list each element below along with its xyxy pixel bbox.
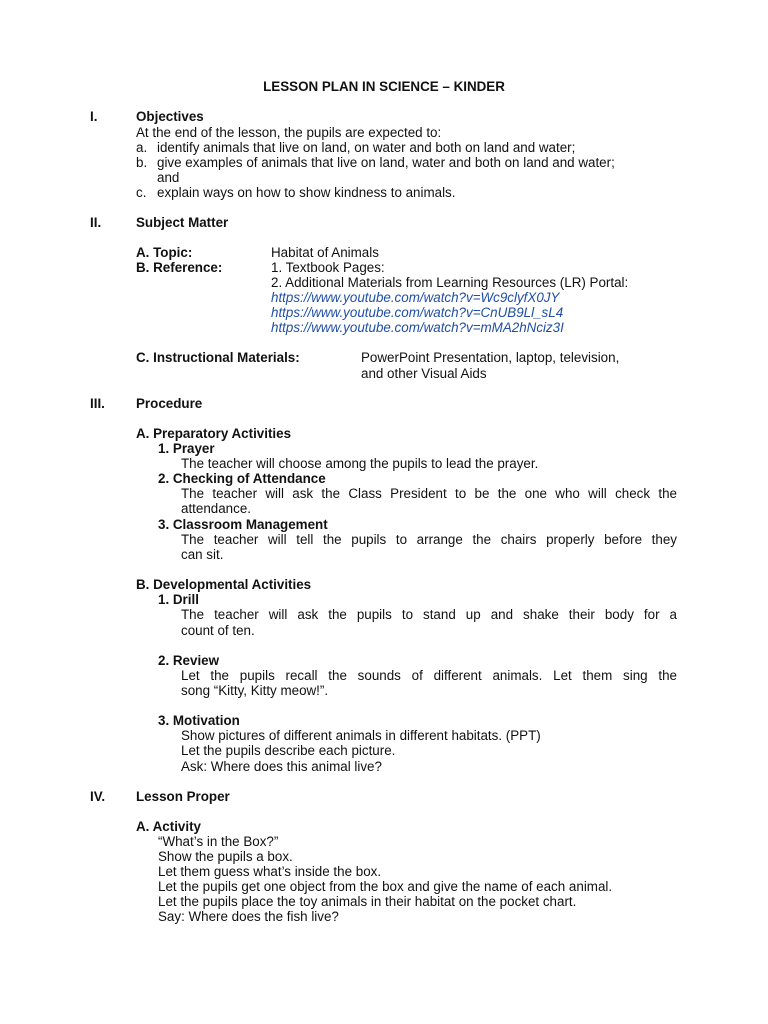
preparatory-activities-heading: A. Preparatory Activities: [136, 426, 292, 441]
motivation-text: Show pictures of different animals in different habitats. (PPT): [181, 728, 541, 743]
activity-heading: A. Activity: [136, 819, 201, 834]
objective-b-marker: b.: [136, 155, 148, 170]
activity-line: Let the pupils place the toy animals in their habitat on the pocket chart.: [158, 894, 577, 909]
objectives-intro: At the end of the lesson, the pupils are expected to:: [136, 125, 442, 140]
activity-line: “What’s in the Box?”: [158, 834, 279, 849]
materials-value: PowerPoint Presentation, laptop, television,: [361, 350, 620, 365]
section-3-number: III.: [90, 396, 105, 411]
reference-label: B. Reference:: [136, 260, 223, 275]
drill-text-cont: count of ten.: [181, 623, 255, 638]
developmental-activities-heading: B. Developmental Activities: [136, 577, 312, 592]
activity-line: Say: Where does the fish live?: [158, 909, 339, 924]
drill-heading: 1. Drill: [158, 592, 199, 607]
activity-line: Let them guess what’s inside the box.: [158, 864, 382, 879]
objective-b-text-cont: and: [157, 170, 180, 185]
prayer-heading: 1. Prayer: [158, 441, 215, 456]
classroom-management-text-cont: can sit.: [181, 547, 224, 562]
section-3-heading: Procedure: [136, 396, 203, 411]
page-title: LESSON PLAN IN SCIENCE – KINDER: [263, 79, 505, 94]
section-4-number: IV.: [90, 789, 106, 804]
objective-a-text: identify animals that live on land, on water and both on land and water;: [157, 140, 576, 155]
topic-value: Habitat of Animals: [271, 245, 379, 260]
motivation-heading: 3. Motivation: [158, 713, 240, 728]
motivation-text: Ask: Where does this animal live?: [181, 759, 382, 774]
materials-value-cont: and other Visual Aids: [361, 366, 487, 381]
review-text: Let the pupils recall the sounds of different animals. Let them sing the: [181, 668, 677, 683]
review-heading: 2. Review: [158, 653, 220, 668]
activity-line: Let the pupils get one object from the box and give the name of each animal.: [158, 879, 613, 894]
classroom-management-heading: 3. Classroom Management: [158, 517, 328, 532]
objective-c-text: explain ways on how to show kindness to animals.: [157, 185, 456, 200]
section-1-heading: Objectives: [136, 109, 204, 124]
section-1-number: I.: [90, 109, 98, 124]
objective-c-marker: c.: [136, 185, 147, 200]
motivation-text: Let the pupils describe each picture.: [181, 743, 396, 758]
reference-lr-portal: 2. Additional Materials from Learning Resources (LR) Portal:: [271, 275, 629, 290]
review-text-cont: song “Kitty, Kitty meow!”.: [181, 683, 329, 698]
attendance-heading: 2. Checking of Attendance: [158, 471, 326, 486]
attendance-text-cont: attendance.: [181, 501, 251, 516]
reference-link[interactable]: https://www.youtube.com/watch?v=Wc9clyfX0JY: [271, 290, 560, 305]
reference-link[interactable]: https://www.youtube.com/watch?v=mMA2hNciz3I: [271, 320, 564, 335]
objective-b-text: give examples of animals that live on land, water and both on land and water;: [157, 155, 615, 170]
activity-line: Show the pupils a box.: [158, 849, 293, 864]
topic-label: A. Topic:: [136, 245, 193, 260]
section-4-heading: Lesson Proper: [136, 789, 230, 804]
reference-textbook: 1. Textbook Pages:: [271, 260, 385, 275]
prayer-text: The teacher will choose among the pupils to lead the prayer.: [181, 456, 539, 471]
attendance-text: The teacher will ask the Class President to be the one who will check the: [181, 486, 677, 501]
section-2-heading: Subject Matter: [136, 215, 229, 230]
classroom-management-text: The teacher will tell the pupils to arrange the chairs properly before they: [181, 532, 677, 547]
materials-label: C. Instructional Materials:: [136, 350, 300, 365]
section-2-number: II.: [90, 215, 102, 230]
objective-a-marker: a.: [136, 140, 148, 155]
drill-text: The teacher will ask the pupils to stand up and shake their body for a: [181, 607, 677, 622]
reference-link[interactable]: https://www.youtube.com/watch?v=CnUB9Ll_sL4: [271, 305, 564, 320]
